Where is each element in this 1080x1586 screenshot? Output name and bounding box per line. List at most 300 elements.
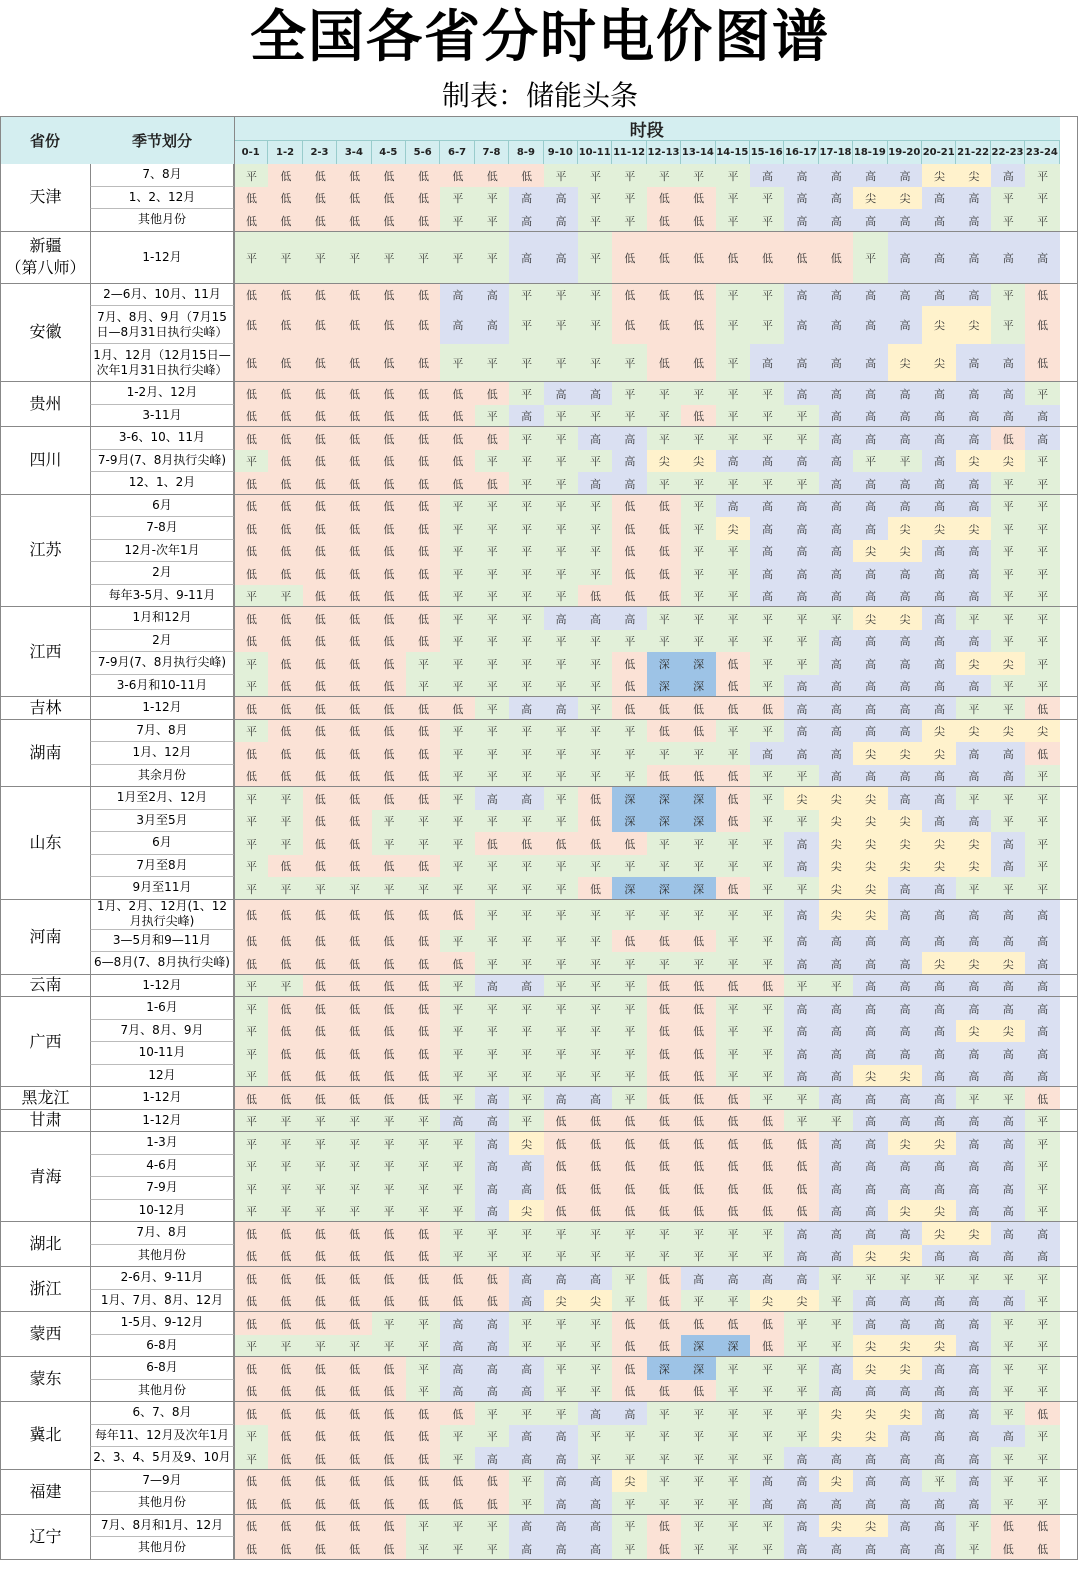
tariff-cell: 低	[234, 1290, 269, 1313]
tariff-cell: 平	[716, 742, 751, 765]
tariff-cell: 低	[303, 284, 338, 307]
tariff-cell: 平	[406, 1537, 441, 1560]
tariff-cell: 高	[956, 1290, 991, 1313]
tariff-cell: 平	[578, 284, 613, 307]
tariff-cell: 平	[475, 900, 510, 931]
season-label: 每年3-5月、9-11月	[90, 585, 234, 608]
tariff-cell: 低	[647, 232, 682, 285]
season-label: 1月、12月（12月15日—次年1月31日执行尖峰）	[90, 344, 234, 382]
season-label: 每年11、12月及次年1月	[90, 1425, 234, 1448]
tariff-cell: 低	[406, 585, 441, 608]
tariff-cell: 低	[372, 997, 407, 1020]
season-label: 9月至11月	[90, 877, 234, 900]
tariff-cell: 平	[544, 1357, 579, 1380]
tariff-cell: 低	[578, 1200, 613, 1223]
tariff-cell: 平	[234, 720, 269, 743]
tariff-cell: 高	[819, 1245, 854, 1268]
tariff-cell: 高	[922, 1492, 957, 1515]
tariff-cell: 低	[406, 495, 441, 518]
tariff-cell: 高	[922, 652, 957, 675]
tariff-cell: 高	[578, 1402, 613, 1425]
tariff-cell: 深	[716, 1335, 751, 1358]
tariff-cell: 平	[1025, 1447, 1060, 1470]
tariff-cell: 低	[268, 742, 303, 765]
tariff-cell: 低	[372, 382, 407, 405]
tariff-cell: 平	[750, 675, 785, 698]
tariff-cell: 高	[922, 1515, 957, 1538]
tariff-cell: 低	[303, 1245, 338, 1268]
tariff-cell: 低	[1025, 1087, 1060, 1110]
tariff-cell: 平	[681, 742, 716, 765]
tariff-cell: 平	[750, 1425, 785, 1448]
tariff-cell: 高	[956, 1065, 991, 1088]
tariff-cell: 高	[509, 1515, 544, 1538]
tariff-cell: 平	[1025, 1357, 1060, 1380]
tariff-cell: 平	[1025, 187, 1060, 210]
tariff-cell: 低	[509, 832, 544, 855]
tariff-cell: 低	[303, 405, 338, 428]
season-label: 6—8月(7、8月执行尖峰)	[90, 952, 234, 975]
tariff-cell: 平	[991, 540, 1026, 563]
hour-header: 5-6	[406, 140, 440, 164]
tariff-cell: 高	[440, 1312, 475, 1335]
tariff-cell: 高	[440, 1357, 475, 1380]
tariff-cell: 平	[544, 405, 579, 428]
province-label: 甘肃	[0, 1110, 90, 1133]
tariff-cell: 平	[440, 1132, 475, 1155]
tariff-cell: 平	[475, 1222, 510, 1245]
tariff-cell: 低	[647, 495, 682, 518]
tariff-cell: 尖	[544, 1290, 579, 1313]
tariff-cell: 尖	[784, 787, 819, 810]
tariff-cell: 平	[956, 1267, 991, 1290]
tariff-cell: 平	[716, 832, 751, 855]
tariff-cell: 低	[991, 1515, 1026, 1538]
tariff-cell: 低	[268, 697, 303, 720]
tariff-cell: 平	[750, 630, 785, 653]
tariff-cell: 低	[234, 562, 269, 585]
tariff-cell: 高	[956, 1335, 991, 1358]
tariff-cell: 平	[750, 720, 785, 743]
season-label: 3月至5月	[90, 810, 234, 833]
tariff-cell: 平	[750, 1087, 785, 1110]
tariff-cell: 高	[991, 742, 1026, 765]
tariff-cell: 低	[406, 900, 441, 931]
tariff-cell: 低	[337, 472, 372, 495]
tariff-cell: 高	[853, 1042, 888, 1065]
tariff-cell: 高	[888, 930, 923, 953]
tariff-cell: 低	[784, 1155, 819, 1178]
tariff-cell: 低	[372, 720, 407, 743]
tariff-cell: 低	[303, 472, 338, 495]
tariff-cell: 高	[888, 1425, 923, 1448]
tariff-cell: 平	[1025, 1380, 1060, 1403]
province-label: 云南	[0, 975, 90, 998]
province-label: 四川	[0, 427, 90, 495]
tariff-cell: 低	[750, 1110, 785, 1133]
tariff-cell: 低	[681, 997, 716, 1020]
tariff-cell: 低	[372, 1357, 407, 1380]
tariff-cell: 平	[784, 877, 819, 900]
tariff-cell: 平	[612, 975, 647, 998]
tariff-cell: 平	[337, 1200, 372, 1223]
hour-header: 16-17	[784, 140, 818, 164]
tariff-cell: 低	[475, 1267, 510, 1290]
tariff-cell: 平	[544, 1222, 579, 1245]
tariff-cell: 低	[268, 1290, 303, 1313]
tariff-cell: 高	[853, 1492, 888, 1515]
tariff-cell: 低	[372, 209, 407, 232]
season-label: 其他月份	[90, 1380, 234, 1403]
tariff-cell: 高	[956, 975, 991, 998]
tariff-cell: 低	[337, 562, 372, 585]
tariff-cell: 高	[784, 1042, 819, 1065]
tariff-cell: 高	[853, 306, 888, 345]
tariff-cell: 低	[303, 562, 338, 585]
province-label: 天津	[0, 164, 90, 232]
tariff-cell: 平	[475, 232, 510, 285]
tariff-cell: 尖	[853, 1402, 888, 1425]
tariff-cell: 低	[303, 1357, 338, 1380]
tariff-cell: 平	[716, 1290, 751, 1313]
tariff-cell: 高	[853, 1200, 888, 1223]
tariff-cell: 高	[819, 1447, 854, 1470]
tariff-cell: 低	[681, 930, 716, 953]
tariff-cell: 高	[509, 975, 544, 998]
tariff-cell: 高	[819, 1155, 854, 1178]
season-label: 6月	[90, 495, 234, 518]
tariff-cell: 平	[578, 405, 613, 428]
tariff-cell: 平	[612, 720, 647, 743]
tariff-cell: 平	[268, 1110, 303, 1133]
tariff-cell: 低	[612, 306, 647, 345]
tariff-cell: 低	[372, 1492, 407, 1515]
tariff-cell: 平	[544, 975, 579, 998]
tariff-cell: 低	[406, 164, 441, 187]
tariff-cell: 高	[784, 517, 819, 540]
tariff-cell: 高	[853, 164, 888, 187]
tariff-cell: 平	[234, 1132, 269, 1155]
tariff-cell: 平	[819, 1335, 854, 1358]
tariff-cell: 高	[888, 1312, 923, 1335]
tariff-cell: 平	[819, 1290, 854, 1313]
tariff-cell: 低	[268, 306, 303, 345]
tariff-cell: 低	[716, 675, 751, 698]
tariff-cell: 低	[1025, 1402, 1060, 1425]
tariff-cell: 深	[647, 652, 682, 675]
tariff-cell: 平	[784, 1312, 819, 1335]
tariff-cell: 高	[819, 930, 854, 953]
hour-header: 8-9	[509, 140, 543, 164]
tariff-cell: 低	[406, 765, 441, 788]
tariff-cell: 高	[922, 997, 957, 1020]
tariff-cell: 高	[784, 209, 819, 232]
province-label: 山东	[0, 787, 90, 900]
tariff-cell: 低	[612, 1312, 647, 1335]
tariff-cell: 高	[922, 562, 957, 585]
tariff-cell: 尖	[888, 607, 923, 630]
season-label: 2、3、4、5月及9、10月	[90, 1447, 234, 1470]
tariff-cell: 尖	[922, 1200, 957, 1223]
tariff-cell: 平	[509, 810, 544, 833]
tariff-cell: 高	[888, 1177, 923, 1200]
tariff-cell: 低	[303, 427, 338, 450]
tariff-cell: 高	[991, 930, 1026, 953]
tariff-cell: 低	[268, 855, 303, 878]
hour-header: 12-13	[647, 140, 681, 164]
tariff-cell: 平	[475, 607, 510, 630]
tariff-cell: 平	[234, 1042, 269, 1065]
tariff-cell: 平	[1025, 562, 1060, 585]
tariff-cell: 高	[819, 472, 854, 495]
tariff-cell: 高	[819, 517, 854, 540]
tariff-cell: 深	[681, 1335, 716, 1358]
tariff-cell: 低	[303, 1267, 338, 1290]
tariff-cell: 低	[268, 1515, 303, 1538]
tariff-cell: 平	[1025, 630, 1060, 653]
tariff-cell: 平	[991, 562, 1026, 585]
tariff-cell: 平	[509, 517, 544, 540]
tariff-cell: 高	[922, 1447, 957, 1470]
tariff-cell: 高	[784, 306, 819, 345]
tariff-cell: 平	[647, 855, 682, 878]
tariff-cell: 低	[1025, 1515, 1060, 1538]
season-label: 1-2月、12月	[90, 382, 234, 405]
hour-header: 20-21	[922, 140, 956, 164]
tariff-cell: 高	[544, 607, 579, 630]
tariff-cell: 平	[784, 1402, 819, 1425]
tariff-cell: 高	[956, 344, 991, 383]
tariff-cell: 低	[268, 427, 303, 450]
tariff-cell: 平	[544, 472, 579, 495]
tariff-cell: 低	[578, 877, 613, 900]
tariff-cell: 高	[784, 1537, 819, 1560]
tariff-cell: 高	[888, 1290, 923, 1313]
tariff-cell: 低	[372, 540, 407, 563]
tariff-cell: 平	[234, 232, 269, 285]
tariff-cell: 高	[888, 1042, 923, 1065]
tariff-cell: 高	[475, 1380, 510, 1403]
tariff-cell: 高	[922, 810, 957, 833]
tariff-cell: 平	[578, 1312, 613, 1335]
tariff-cell: 高	[853, 495, 888, 518]
tariff-cell: 平	[475, 450, 510, 473]
tariff-cell: 平	[475, 697, 510, 720]
tariff-cell: 低	[372, 495, 407, 518]
tariff-cell: 平	[406, 1380, 441, 1403]
tariff-cell: 高	[922, 1402, 957, 1425]
tariff-cell: 低	[303, 675, 338, 698]
tariff-cell: 高	[888, 975, 923, 998]
tariff-cell: 高	[888, 1447, 923, 1470]
tariff-cell: 低	[578, 1132, 613, 1155]
tariff-cell: 平	[716, 1492, 751, 1515]
tariff-cell: 平	[509, 284, 544, 307]
tariff-cell: 平	[647, 952, 682, 975]
tariff-cell: 平	[440, 1155, 475, 1178]
tariff-cell: 尖	[956, 952, 991, 975]
tariff-cell: 平	[440, 209, 475, 232]
tariff-cell: 尖	[681, 450, 716, 473]
tariff-cell: 低	[303, 900, 338, 931]
tariff-cell: 高	[853, 765, 888, 788]
tariff-cell: 平	[578, 1447, 613, 1470]
tariff-cell: 低	[406, 540, 441, 563]
tariff-cell: 低	[303, 1447, 338, 1470]
tariff-cell: 低	[612, 1335, 647, 1358]
tariff-cell: 低	[234, 344, 269, 383]
tariff-cell: 高	[750, 585, 785, 608]
tariff-cell: 低	[303, 930, 338, 953]
tariff-cell: 平	[303, 1335, 338, 1358]
hour-header: 3-4	[337, 140, 371, 164]
tariff-cell: 尖	[853, 877, 888, 900]
tariff-cell: 低	[268, 1267, 303, 1290]
tariff-cell: 平	[647, 382, 682, 405]
tariff-cell: 平	[234, 1177, 269, 1200]
tariff-cell: 平	[268, 832, 303, 855]
tariff-cell: 平	[475, 765, 510, 788]
season-label: 10-11月	[90, 1042, 234, 1065]
tariff-cell: 高	[440, 1110, 475, 1133]
tariff-cell: 平	[991, 517, 1026, 540]
tariff-cell: 平	[475, 720, 510, 743]
tariff-cell: 低	[681, 1042, 716, 1065]
tariff-cell: 低	[303, 810, 338, 833]
season-label: 7-9月(7、8月执行尖峰)	[90, 450, 234, 473]
tariff-cell: 平	[440, 652, 475, 675]
tariff-cell: 高	[612, 472, 647, 495]
season-label: 其他月份	[90, 1537, 234, 1560]
province-label: 福建	[0, 1470, 90, 1515]
tariff-cell: 低	[716, 765, 751, 788]
tariff-cell: 高	[544, 1087, 579, 1110]
tariff-cell: 低	[681, 765, 716, 788]
tariff-cell: 尖	[819, 810, 854, 833]
tariff-cell: 平	[750, 877, 785, 900]
tariff-cell: 低	[406, 742, 441, 765]
tariff-cell: 尖	[819, 1425, 854, 1448]
tariff-cell: 低	[647, 930, 682, 953]
season-label: 1-12月	[90, 975, 234, 998]
tariff-cell: 低	[337, 1065, 372, 1088]
tariff-cell: 平	[716, 855, 751, 878]
season-label: 12、1、2月	[90, 472, 234, 495]
tariff-cell: 低	[268, 607, 303, 630]
tariff-cell: 低	[784, 232, 819, 285]
tariff-cell: 高	[1025, 232, 1060, 285]
tariff-cell: 平	[1025, 540, 1060, 563]
tariff-cell: 平	[991, 209, 1026, 232]
tariff-cell: 平	[303, 1200, 338, 1223]
tariff-cell: 低	[234, 765, 269, 788]
tariff-cell: 低	[406, 1042, 441, 1065]
tariff-cell: 高	[888, 495, 923, 518]
tariff-cell: 高	[784, 344, 819, 383]
tariff-cell: 高	[819, 1065, 854, 1088]
tariff-cell: 平	[303, 232, 338, 285]
tariff-cell: 深	[647, 810, 682, 833]
tariff-cell: 尖	[956, 855, 991, 878]
tariff-cell: 平	[991, 1357, 1026, 1380]
tariff-cell: 低	[268, 1087, 303, 1110]
tariff-cell: 低	[234, 405, 269, 428]
tariff-cell: 平	[612, 900, 647, 931]
tariff-cell: 高	[819, 1492, 854, 1515]
hour-header: 10-11	[578, 140, 612, 164]
tariff-cell: 平	[234, 675, 269, 698]
tariff-cell: 高	[888, 652, 923, 675]
tariff-cell: 低	[303, 382, 338, 405]
hour-header: 6-7	[440, 140, 474, 164]
tariff-cell: 平	[681, 1515, 716, 1538]
tariff-cell: 平	[544, 1042, 579, 1065]
tariff-cell: 低	[716, 652, 751, 675]
tariff-cell: 高	[853, 952, 888, 975]
tariff-cell: 平	[612, 1245, 647, 1268]
tariff-cell: 低	[268, 630, 303, 653]
tariff-cell: 平	[440, 1020, 475, 1043]
season-label: 6、7、8月	[90, 1402, 234, 1425]
season-label: 1月、2月、12月(1、12月执行尖峰)	[90, 900, 234, 930]
tariff-cell: 平	[406, 1132, 441, 1155]
tariff-cell: 低	[234, 1537, 269, 1560]
tariff-cell: 平	[578, 306, 613, 345]
tariff-cell: 尖	[888, 344, 923, 383]
tariff-cell: 低	[234, 284, 269, 307]
tariff-cell: 平	[475, 930, 510, 953]
tariff-cell: 平	[991, 630, 1026, 653]
tariff-cell: 高	[853, 472, 888, 495]
tariff-cell: 低	[303, 209, 338, 232]
tariff-cell: 平	[750, 1357, 785, 1380]
tariff-cell: 低	[647, 1515, 682, 1538]
tariff-cell: 低	[234, 952, 269, 975]
tariff-cell: 高	[922, 1380, 957, 1403]
hour-header: 2-3	[303, 140, 337, 164]
tariff-cell: 平	[509, 877, 544, 900]
tariff-cell: 低	[681, 405, 716, 428]
tariff-cell: 高	[578, 382, 613, 405]
tariff-cell: 高	[991, 765, 1026, 788]
tariff-cell: 平	[578, 1245, 613, 1268]
tariff-cell: 低	[234, 1515, 269, 1538]
tariff-cell: 平	[509, 1245, 544, 1268]
tariff-cell: 高	[922, 787, 957, 810]
tariff-cell: 低	[303, 997, 338, 1020]
tariff-cell: 平	[681, 427, 716, 450]
season-label: 4-6月	[90, 1155, 234, 1178]
tariff-cell: 低	[406, 697, 441, 720]
tariff-cell: 平	[372, 1335, 407, 1358]
tariff-cell: 低	[784, 1177, 819, 1200]
tariff-cell: 低	[372, 517, 407, 540]
tariff-cell: 高	[819, 1177, 854, 1200]
tariff-cell: 平	[750, 209, 785, 232]
tariff-cell: 平	[234, 652, 269, 675]
tariff-cell: 平	[612, 997, 647, 1020]
tariff-cell: 平	[612, 405, 647, 428]
tariff-cell: 高	[509, 1267, 544, 1290]
tariff-cell: 尖	[853, 832, 888, 855]
tariff-cell: 高	[819, 344, 854, 383]
tariff-cell: 低	[612, 1132, 647, 1155]
tariff-cell: 高	[475, 1132, 510, 1155]
tariff-cell: 低	[337, 720, 372, 743]
tariff-cell: 尖	[922, 1132, 957, 1155]
tariff-cell: 平	[234, 810, 269, 833]
tariff-cell: 高	[853, 209, 888, 232]
